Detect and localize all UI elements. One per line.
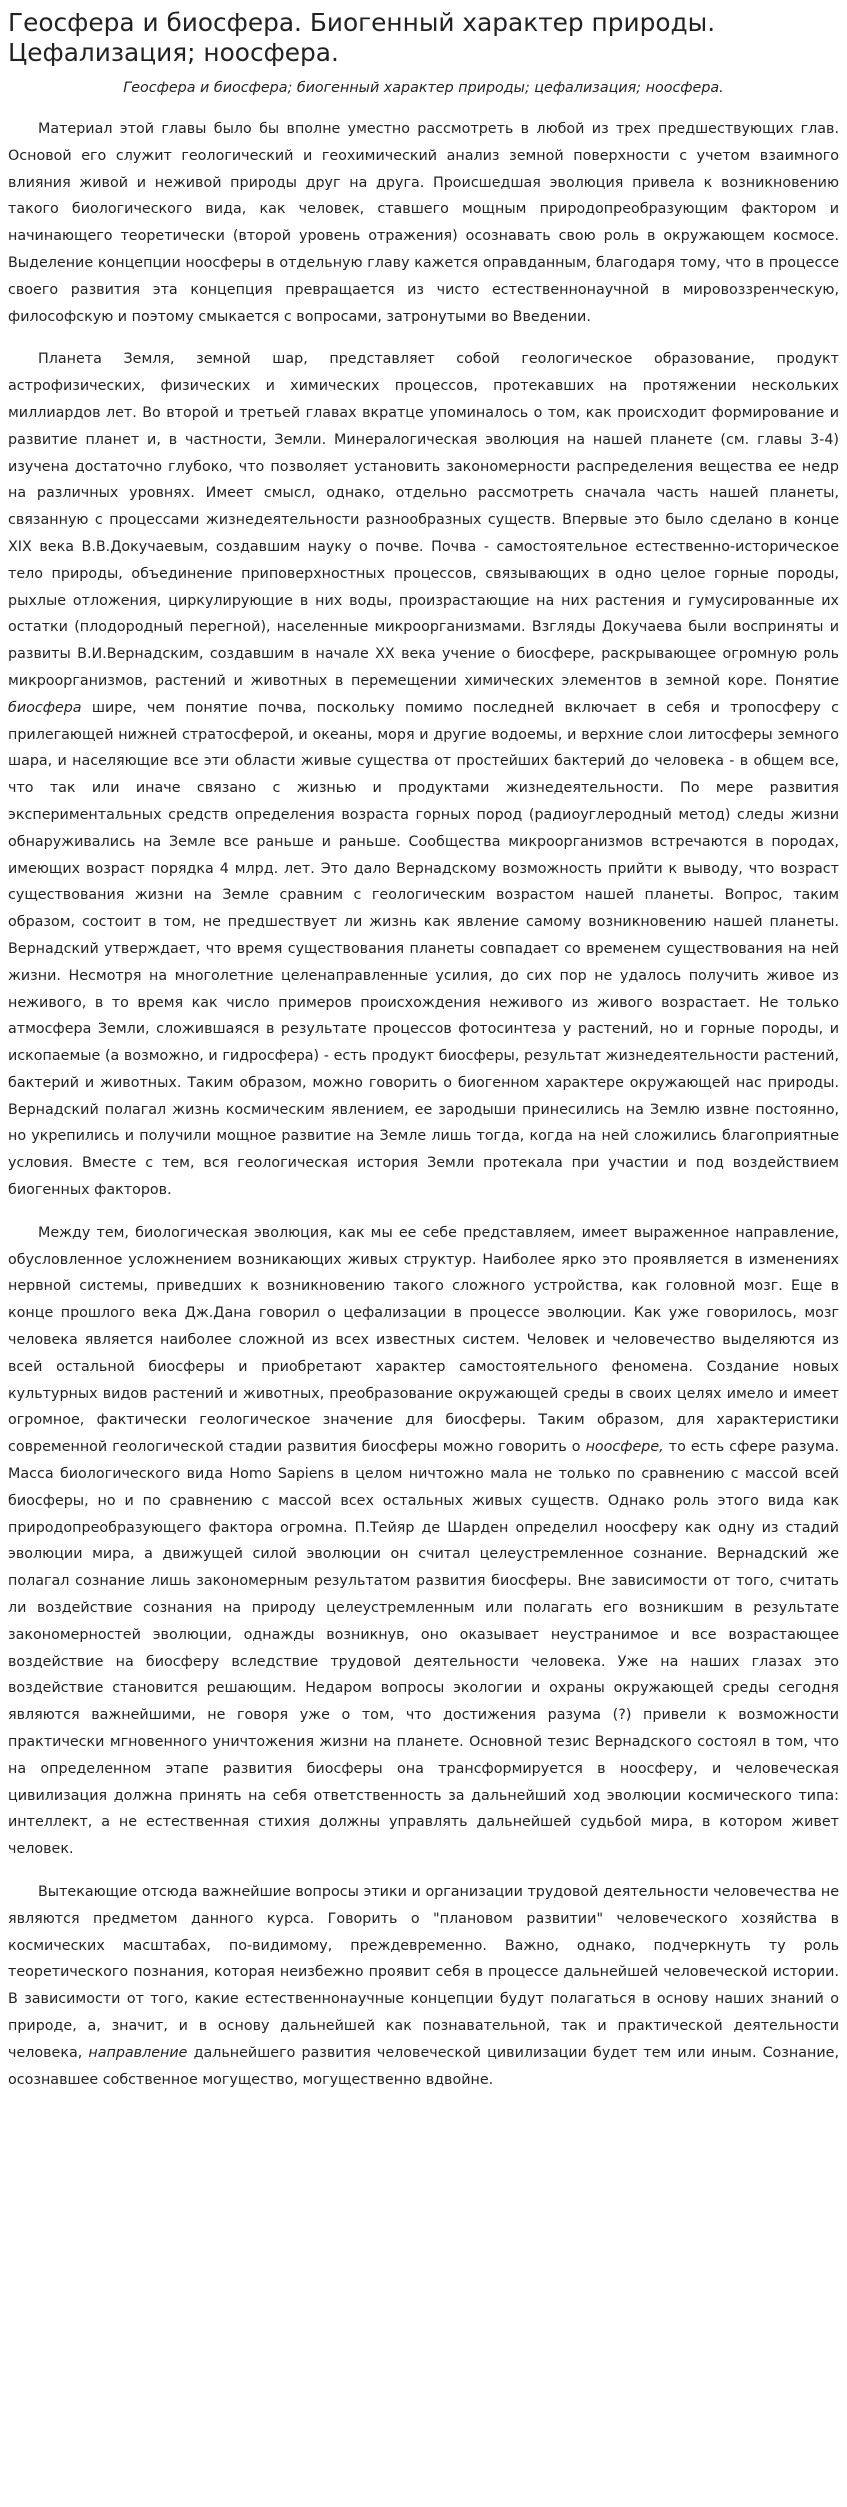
text-run: Вытекающие отсюда важнейшие вопросы этики и организации трудовой деятельности человечества не являются предметом данного курса. Говорить о "плановом развитии" человеческого хозяйства в космических масштабах, по-видимому, преждевременно. Важно, однако, подчеркнуть ту роль теоретического познания, которая неизбежно проявит себя в процессе дальнейшей человеческой истории. В зависимости от того, какие естественнонаучные концепции будут полагаться в основу наших знаний о природе, а, значит, и в основу дальнейшей как познавательной, так и практической деятельности человека, bbox=[8, 1884, 839, 2061]
document bbox=[8, 0, 839, 2093]
text-run: дальнейшего развития человеческой цивилизации будет тем или иным. Сознание, осознавшее собственное могущество, могущественно вдвойне. bbox=[8, 2044, 839, 2088]
italic-term: ноосфере, bbox=[585, 1439, 664, 1456]
italic-term: направление bbox=[88, 2044, 188, 2061]
keywords-subtitle: Геосфера и биосфера; биогенный характер природы; цефализация; ноосфера. bbox=[123, 80, 724, 96]
text-run: Между тем, биологическая эволюция, как мы ее себе представляем, имеет выраженное направление, обусловленное усложнением возникающих живых структур. Наиболее ярко это проявляется в изменениях нервной системы, приведших к возникновению такого сложного устройства, как головной мозг. Еще в конце прошлого века Дж.Дана говорил о цефализации в процессе эволюции. Как уже говорилось, мозг человека является наиболее сложной из всех известных систем. Человек и человечество выделяются из всей остальной биосферы и приобретают характер самостоятельного феномена. Создание новых культурных видов растений и животных, преобразование окружающей среды в своих целях имело и имеет огромное, фактически геологическое значение для биосферы. Таким образом, для характеристики современной геологической стадии развития биосферы можно говорить о bbox=[8, 1224, 839, 1456]
paragraph bbox=[8, 346, 839, 1204]
italic-term: биосфера bbox=[8, 699, 82, 716]
text-run: Материал этой главы было бы вполне уместно рассмотреть в любой из трех предшествующих глав. Основой его служит геологический и геохимический анализ земной поверхности с учетом взаимного влияния живой и неживой природы друг на друга. Происшедшая эволюция привела к возникновению такого биологического вида, как человек, ставшего мощным природопреобразующим фактором и начинающего теоретически (второй уровень отражения) осознавать свою роль в окружающем космосе. Выделение концепции ноосферы в отдельную главу кажется оправданным, благодаря тому, что в процессе своего развития эта концепция превращается из чисто естественнонаучной в мировоззренческую, философскую и поэтому смыкается с вопросами, затронутыми во Введении. bbox=[8, 121, 839, 325]
text-run: Планета Земля, земной шар, представляет собой геологическое образование, продукт астрофизических, физических и химических процессов, протекавших на протяжении нескольких миллиардов лет. Во второй и третьей главах вкратце упоминалось о том, как происходит формирование и развитие планет и, в частности, Земли. Минералогическая эволюция на нашей планете (см. главы 3-4) изучена достаточно глубоко, что позволяет установить закономерности распределения вещества ее недр на различных уровнях. Имеет смысл, однако, отдельно рассмотреть сначала часть нашей планеты, связанную с процессами жизнедеятельности разнообразных существ. Впервые это было сделано в конце XIX века В.В.Докучаевым, создавшим науку о почве. Почва - самостоятельное естественно-историческое тело природы, объединение приповерхностных процессов, связывающих в одно целое горные породы, рыхлые отложения, циркулирующие в них воды, произрастающие на них растения и гумусированные их остатки (плодородный перегной), населенные микроорганизмами. Взгляды Докучаева были восприняты и развиты В.И.Вернадским, создавшим в начале XX века учение о биосфере, раскрывающее огромную роль микроорганизмов, растений и животных в перемещении химических элементов в земной коре. Понятие bbox=[8, 351, 839, 689]
paragraph bbox=[8, 1879, 839, 2093]
paragraph bbox=[8, 1220, 839, 1863]
paragraph bbox=[8, 116, 839, 330]
page-title: Геосфера и биосфера. Биогенный характер природы. Цефализация; ноосфера. bbox=[8, 8, 716, 67]
text-run: шире, чем понятие почва, поскольку помимо последней включает в себя и тропосферу с прилегающей нижней стратосферой, и океаны, моря и другие водоемы, и верхние слои литосферы земного шара, и населяющие все эти области живые существа от простейших бактерий до человека - в общем все, что так или иначе связано с жизнью и продуктами жизнедеятельности. По мере развития экспериментальных средств определения возраста горных пород (радиоуглеродный метод) следы жизни обнаруживались на Земле все раньше и раньше. Сообщества микроорганизмов встречаются в породах, имеющих возраст порядка 4 млрд. лет. Это дало Вернадскому возможность прийти к выводу, что возраст существования жизни на Земле сравним с геологическим возрастом нашей планеты. Вопрос, таким образом, состоит в том, не предшествует ли жизнь как явление самому возникновению нашей планеты. Вернадский утверждает, что время существования планеты совпадает со временем существования на ней жизни. Несмотря на многолетние целенаправленные усилия, до сих пор не удалось получить живое из неживого, в то время как число примеров происхождения неживого из живого возрастает. Не только атмосфера Земли, сложившаяся в результате процессов фотосинтеза у растений, но и горные породы, и ископаемые (а возможно, и гидросфера) - есть продукт биосферы, результат жизнедеятельности растений, бактерий и животных. Таким образом, можно говорить о биогенном характере окружающей нас природы. Вернадский полагал жизнь космическим явлением, ее зародыши принесились на Землю извне постоянно, но укрепились и получили мощное развитие на Земле лишь тогда, когда на ней сложились благоприятные условия. Вместе с тем, вся геологическая история Земли протекала при участии и под воздействием биогенных факторов. bbox=[8, 699, 839, 1199]
body-text bbox=[8, 116, 839, 2093]
text-run: то есть сфере разума. Масса биологического вида Homo Sapiens в целом ничтожно мала не только по сравнению с массой всей биосферы, но и по сравнению с массой всех остальных живых существ. Однако роль этого вида как природопреобразующего фактора огромна. П.Тейяр де Шарден определил ноосферу как одну из стадий эволюции мира, а движущей силой эволюции он считал целеустремленное сознание. Вернадский же полагал сознание лишь закономерным результатом развития биосферы. Вне зависимости от того, считать ли воздействие сознания на природу целеустремленным или полагать его возникшим в результате закономерностей эволюции, однажды возникнув, оно оказывает неустранимое и все возрастающее воздействие на биосферу вследствие трудовой деятельности человека. Уже на наших глазах это воздействие становится решающим. Недаром вопросы экологии и охраны окружающей среды сегодня являются важнейшими, не говоря уже о том, что достижения разума (?) привели к возможности практически мгновенного уничтожения жизни на планете. Основной тезис Вернадского состоял в том, что на определенном этапе развития биосферы она трансформируется в ноосферу, и человеческая цивилизация должна принять на себя ответственность за дальнейший ход эволюции космического типа: интеллект, а не естественная стихия должны управлять дальнейшей судьбой мира, в котором живет человек. bbox=[8, 1439, 840, 1858]
